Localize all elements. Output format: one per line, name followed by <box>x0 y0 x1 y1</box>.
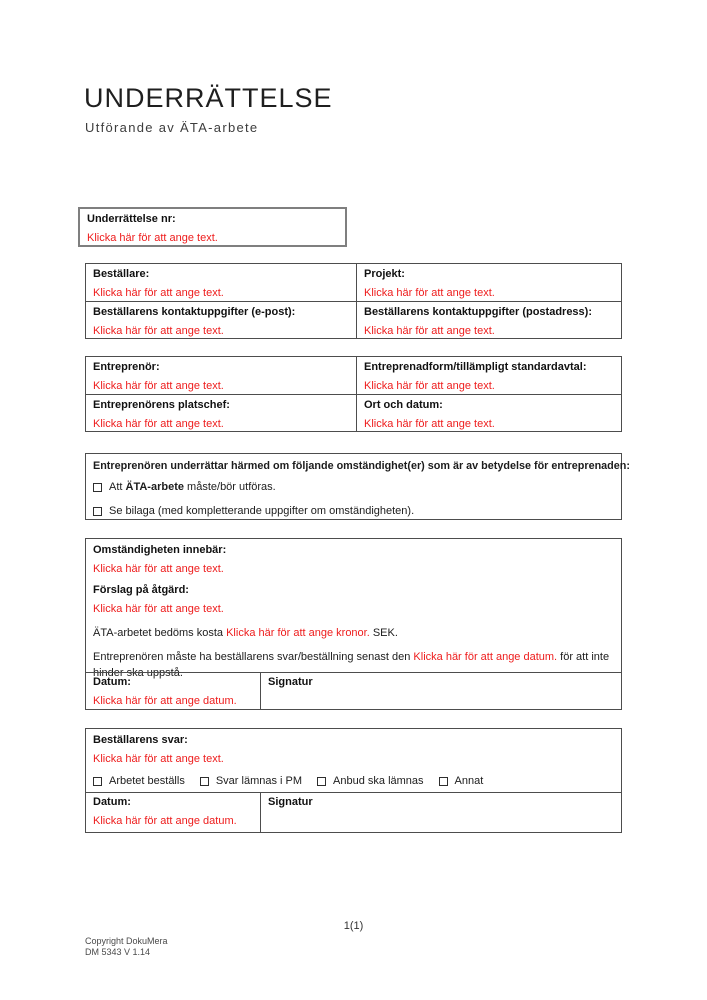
text-placeholder[interactable]: Klicka här för att ange text. <box>364 418 495 430</box>
cell-entreprenadform <box>356 357 621 394</box>
option-label: Se bilaga (med kompletterande uppgifter om omständigheten). <box>109 505 415 517</box>
text-placeholder[interactable]: Klicka här för att ange text. <box>93 563 224 575</box>
cell-label: Projekt: <box>364 268 405 280</box>
notice-number-label: Underrättelse nr: <box>87 213 176 225</box>
response-options-row <box>93 775 614 788</box>
cell-label: Entreprenör: <box>93 361 160 373</box>
details-date-signature-row <box>86 672 621 709</box>
text-placeholder[interactable]: Klicka här för att ange text. <box>93 603 224 615</box>
notice-number-placeholder[interactable]: Klicka här för att ange text. <box>87 232 218 244</box>
table-row <box>86 264 621 301</box>
cost-sentence: ÄTA-arbetet bedöms kosta Klicka här för att ange kronor. SEK. <box>93 627 398 639</box>
checkbox-se-bilaga[interactable] <box>93 507 102 516</box>
cell-entreprenor <box>86 357 356 394</box>
option-svar-lamnas-i-pm <box>200 775 302 788</box>
cell-datum <box>86 673 260 709</box>
text-placeholder[interactable]: Klicka här för att ange text. <box>93 325 224 337</box>
option-arbetet-bestalls <box>93 775 185 788</box>
cell-label: Beställarens kontaktuppgifter (postadress): <box>364 306 592 318</box>
table-row <box>86 357 621 394</box>
checkbox-ata-arbete[interactable] <box>93 483 102 492</box>
copyright-block <box>85 936 168 958</box>
date-label: Datum: <box>93 676 131 688</box>
date-placeholder[interactable]: Klicka här för att ange datum. <box>93 695 237 707</box>
deadline-sentence: Entreprenören måste ha beställarens svar/beställning senast den Klicka här för att ange datum. för att inte hinder ska uppstå. <box>93 651 610 679</box>
cell-bestallare <box>86 264 356 301</box>
cell-label: Beställare: <box>93 268 150 280</box>
option-label: Att ÄTA-arbete måste/bör utföras. <box>109 481 276 493</box>
notice-number-box <box>78 207 347 247</box>
document-version: DM 5343 V 1.14 <box>85 947 151 957</box>
checkbox-annat[interactable] <box>439 777 448 786</box>
text-placeholder[interactable]: Klicka här för att ange text. <box>364 287 495 299</box>
option-label: Annat <box>454 775 484 787</box>
option-annat <box>439 775 484 788</box>
signature-label: Signatur <box>268 796 313 808</box>
page-number: 1(1) <box>343 920 364 932</box>
text-placeholder[interactable]: Klicka här för att ange text. <box>364 325 495 337</box>
checkbox-anbud-ska-lamnas[interactable] <box>317 777 326 786</box>
contractor-table <box>85 356 622 432</box>
kronor-placeholder[interactable]: Klicka här för att ange kronor. <box>226 627 370 639</box>
copyright-line: Copyright DokuMera <box>85 936 168 946</box>
cell-ort-datum <box>356 395 621 431</box>
cell-kontakt-epost <box>86 302 356 338</box>
cell-label: Ort och datum: <box>364 399 443 411</box>
option-label: Arbetet beställs <box>109 775 185 787</box>
checkbox-svar-lamnas-i-pm[interactable] <box>200 777 209 786</box>
checkbox-arbetet-bestalls[interactable] <box>93 777 102 786</box>
cell-signatur <box>260 673 621 709</box>
page-title: UNDERRÄTTELSE <box>84 83 333 113</box>
text-placeholder[interactable]: Klicka här för att ange text. <box>93 287 224 299</box>
cell-kontakt-postadress <box>356 302 621 338</box>
parties-table <box>85 263 622 339</box>
table-row <box>86 394 621 431</box>
circumstance-means-label: Omständigheten innebär: <box>93 544 227 556</box>
response-label: Beställarens svar: <box>93 734 188 746</box>
cell-platschef <box>86 395 356 431</box>
text-placeholder[interactable]: Klicka här för att ange text. <box>364 380 495 392</box>
option-label: Anbud ska lämnas <box>333 775 424 787</box>
cell-label: Entreprenadform/tillämpligt standardavtal: <box>364 361 587 373</box>
option-anbud-ska-lamnas <box>317 775 424 788</box>
response-date-signature-row <box>86 792 621 832</box>
cell-label: Beställarens kontaktuppgifter (e-post): <box>93 306 296 318</box>
proposed-action-label: Förslag på åtgärd: <box>93 584 189 596</box>
cell-label: Entreprenörens platschef: <box>93 399 230 411</box>
response-box <box>85 728 622 833</box>
signature-label: Signatur <box>268 676 313 688</box>
date-placeholder[interactable]: Klicka här för att ange datum. <box>93 815 237 827</box>
option-label: Svar lämnas i PM <box>215 775 303 787</box>
page-subtitle: Utförande av ÄTA-arbete <box>85 120 259 135</box>
text-placeholder[interactable]: Klicka här för att ange text. <box>93 753 224 765</box>
circumstances-header: Entreprenören underrättar härmed om följande omständighet(er) som är av betydelse för entreprenaden: <box>93 460 630 472</box>
cell-signatur <box>260 793 621 832</box>
table-row <box>86 301 621 338</box>
text-placeholder[interactable]: Klicka här för att ange text. <box>93 418 224 430</box>
date-label: Datum: <box>93 796 131 808</box>
circumstances-box <box>85 453 630 520</box>
date-placeholder[interactable]: Klicka här för att ange datum. <box>413 651 558 663</box>
cell-projekt <box>356 264 621 301</box>
option-ata-arbete <box>93 481 614 494</box>
option-se-bilaga <box>93 505 614 518</box>
text-placeholder[interactable]: Klicka här för att ange text. <box>93 380 224 392</box>
cell-datum <box>86 793 260 832</box>
details-box <box>85 538 622 710</box>
